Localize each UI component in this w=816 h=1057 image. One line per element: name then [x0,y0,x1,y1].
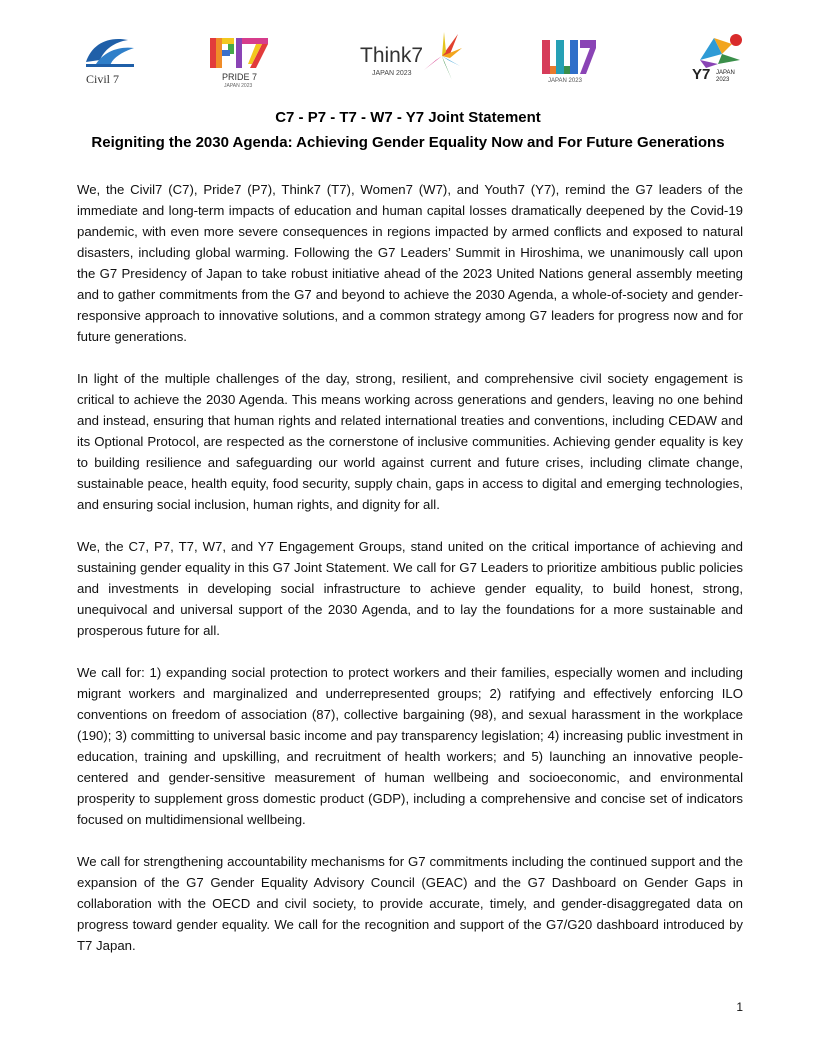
women7-wordmark [540,38,600,78]
paragraph: We, the C7, P7, T7, W7, and Y7 Engagement Groups, stand united on the critical importance of achieving and sustaining gender equality in this G7 Joint Statement. We call for G7 Leaders to prioritize ambitious public policies and investments in developing social infrastructure to achieve gender equality, to build honest, strong, unequivocal and universal support of the 2030 Agenda, and to lay the foundations for a more sustainable and prosperous future for all. [77,539,743,638]
pride7-sublabel: JAPAN 2023 [224,83,253,89]
pride7-logo [206,30,278,92]
paragraph: We call for strengthening accountability mechanisms for G7 commitments including the continued support and the expansion of the G7 Gender Equality Advisory Council (GEAC) and the G7 Dashboard on Gender Gaps in collaboration with the OECD and civil society, to provide accurate, timely, and gender-disaggregated data on progress toward gender equality. We call for the recognition and support of the G7/G20 dashboard introduced by T7 Japan. [77,854,743,953]
think7-sublabel: JAPAN 2023 [372,70,412,77]
pride7-rainbow-icon [206,36,278,72]
logo-row [70,30,754,92]
pride7-label: PRIDE 7 [222,72,258,82]
youth7-sublabel: JAPAN 2023 [716,70,735,83]
civil7-label: Civil 7 [86,72,120,86]
youth7-logo [688,30,754,92]
women7-w-icon [540,38,600,78]
think7-wordmark: Think7 [360,44,424,67]
women7-sublabel: JAPAN 2023 [548,78,582,84]
paragraph: We call for: 1) expanding social protection to protect workers and their families, especially women and including migrant workers and marginalized and underrepresented groups; 2) ratifying and effectively enforcing ILO conventions on freedom of association (87), collective bargaining (98), and sexual harassment in the workplace (190); 3) committing to universal basic income and pay transparency legislation; 4) increasing public investment in education, training and upskilling, and recruitment of health workers; and 5) launching an innovative people-centered and gender-sensitive measurement of human wellbeing and socioeconomic, and environmental prosperity to supplement gross domestic product (GDP), including a comprehensive and concise set of indicators focused on multidimensional wellbeing. [77,665,743,827]
women7-logo [540,30,600,92]
document-subtitle: Reigniting the 2030 Agenda: Achieving Gender Equality Now and For Future Generations [91,134,725,151]
civil7-logo [80,30,140,92]
think7-logo [360,30,470,92]
paragraph: We, the Civil7 (C7), Pride7 (P7), Think7 (T7), Women7 (W7), and Youth7 (Y7), remind the G7 leaders of the immediate and long-term impacts of education and human capital losses dramatically deepened by the Covid-19 pandemic, with even more severe consequences in regions impacted by armed conflicts and exposed to natural disasters, including global warming. Following the G7 Leaders’ Summit in Hiroshima, we unanimously call upon the G7 Presidency of Japan to take robust initiative ahead of the 2023 United Nations general assembly meeting and to gather commitments from the G7 and beyond to achieve the 2030 Agenda, a whole-of-society and gender-responsive approach to innovative solutions, and a common strategy among G7 leaders for progress now and for future generations. [77,182,743,344]
youth7-crane-icon [692,30,748,70]
civil7-wave-icon [80,30,140,72]
page-number: 1 [736,1000,743,1014]
paragraph: In light of the multiple challenges of the day, strong, resilient, and comprehensive civil society engagement is critical to achieve the 2030 Agenda. This means working across generations and genders, leaving no one behind and instead, ensuring that human rights and related international treaties and conventions, including CEDAW and its Optional Protocol, are respected as the cornerstone of inclusive communities. Achieving gender equality is key to building resilience and safeguarding our world against current and future crises, including climate change, sustainable peace, health equity, food security, supply chain, gaps in access to digital and emerging technologies, and ensuring social inclusion, human rights, and dignity for all. [77,371,743,512]
youth7-wordmark: Y7 [692,66,711,83]
pride7-wordmark [206,36,278,72]
document-title: C7 - P7 - T7 - W7 - Y7 Joint Statement [275,109,541,126]
document-body [77,179,743,977]
think7-burst-icon [422,30,462,82]
